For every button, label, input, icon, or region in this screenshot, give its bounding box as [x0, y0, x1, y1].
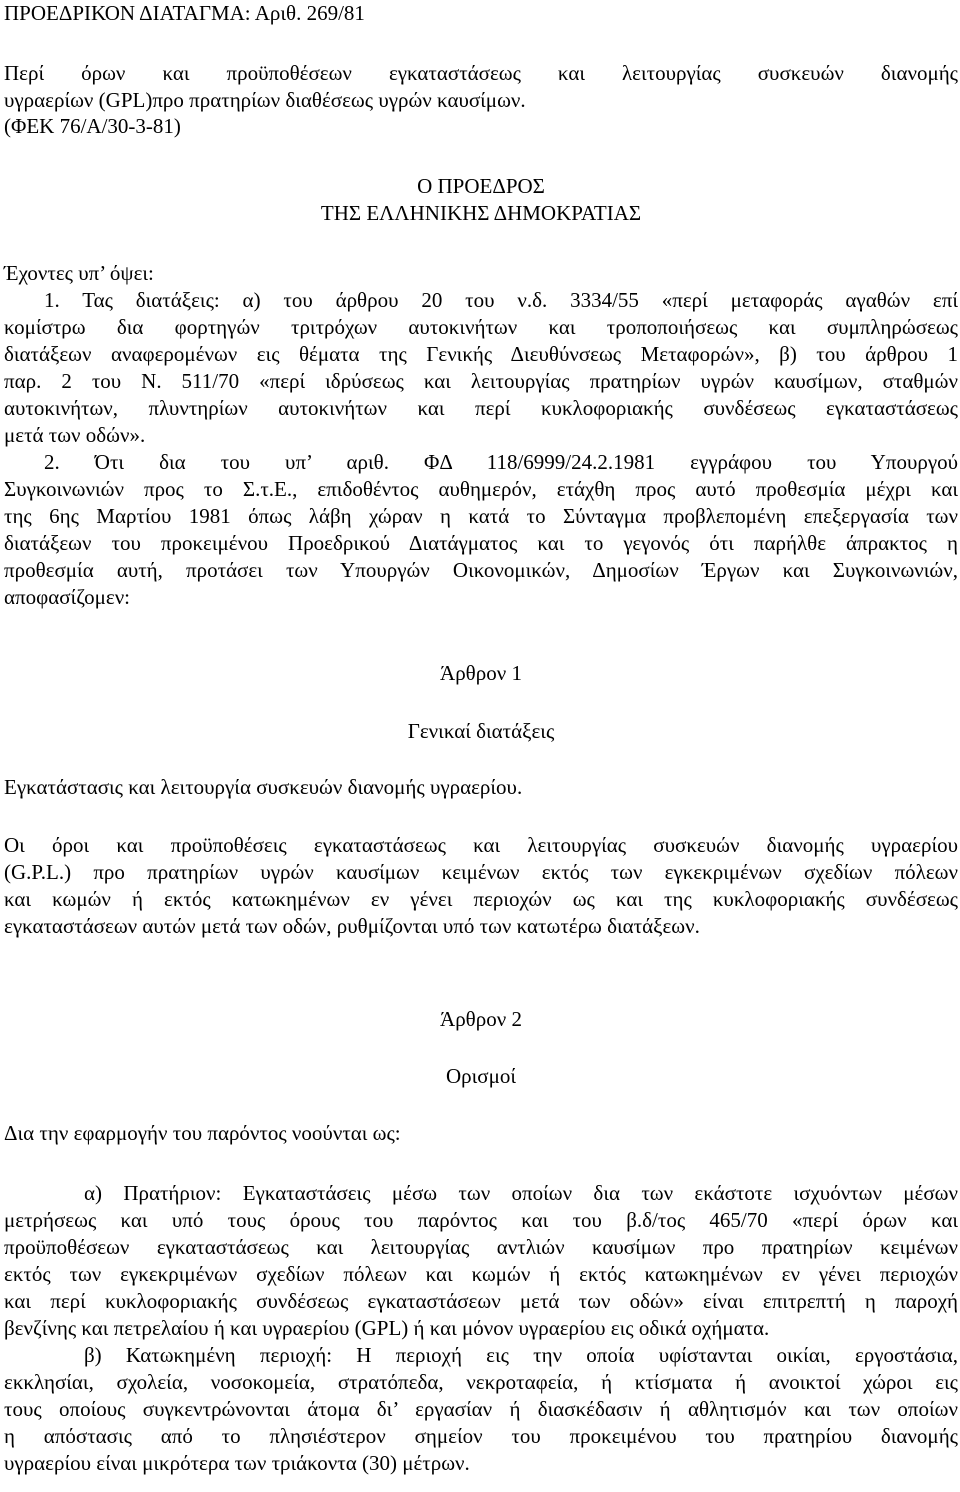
preamble-line: της 6ης Μαρτίου 1981 όπως λάβη χώραν η κατά το Σύνταγμα προβλεπομένη επεξεργασία των — [4, 504, 958, 528]
article-2-body-line: και περί κυκλοφοριακής συνδέσεως εγκαταστάσεων μετά των οδών» είναι επιτρεπτή η παροχή — [4, 1289, 958, 1313]
article-1-body-line: Οι όροι και προϋποθέσεις εγκαταστάσεως και λειτουργίας συσκευών διανομής υγραερίου — [4, 833, 958, 857]
preamble-line: 2. Ότι δια του υπ’ αριθ. ΦΔ 118/6999/24.2.1981 εγγράφου του Υπουργού — [44, 450, 958, 474]
preamble-line: Συγκοινωνιών προς το Σ.τ.Ε., επιδοθέντος αυθημερόν, ετάχθη προς αυτό προθεσμία μέχρι και — [4, 477, 958, 501]
decree-subject-line: υγραερίων (GPL)προ πρατηρίων διαθέσεως υγρών καυσίμων. — [4, 88, 526, 112]
article-2-intro: Δια την εφαρμογήν του παρόντος νοούνται ως: — [4, 1121, 401, 1145]
preamble-line: αποφασίζομεν: — [4, 585, 131, 609]
article-2-body-line: βενζίνης και πετρελαίου ή και υγραερίου (GPL) ή και μόνον υγραερίου εις οδικά οχήματα. — [4, 1316, 770, 1340]
having-regard-label: Έχοντες υπ’ όψει: — [4, 261, 154, 285]
president-heading: Ο ΠΡΟΕΔΡΟΣ — [417, 174, 545, 198]
preamble-line: αυτοκινήτων, πλυντηρίων αυτοκινήτων και περί κυκλοφοριακής συνδέσεως εγκαταστάσεως — [4, 396, 958, 420]
article-2-body-line: η απόστασις από το πλησιέστερον σημείον του προκειμένου του πρατηρίου διανομής — [4, 1424, 958, 1448]
article-1-body-line: εγκαταστάσεων αυτών μετά των οδών, ρυθμίζονται υπό των κατωτέρω διατάξεων. — [4, 914, 700, 938]
article-2-body-line: υγραερίου είναι μικρότερα των τριάκοντα (30) μέτρων. — [4, 1451, 470, 1475]
decree-title: ΠΡΟΕΔΡΙΚΟΝ ΔΙΑΤΑΓΜΑ: Αριθ. 269/81 — [4, 1, 365, 25]
preamble-line: διατάξεων του προκειμένου Προεδρικού Διατάγματος και το γεγονός ότι παρήλθε άπρακτος η — [4, 531, 958, 555]
article-2-title: Ορισμοί — [445, 1064, 517, 1088]
preamble-line: μετά των οδών». — [4, 423, 146, 447]
article-1-subtitle: Εγκατάστασις και λειτουργία συσκευών διανομής υγραερίου. — [4, 775, 523, 799]
article-2-body-line: εκτός των εγκεκριμένων σχεδίων πόλεων και κωμών ή εκτός κατωκημένων εν γένει περιοχών — [4, 1262, 958, 1286]
preamble-line: κομίστρω δια φορτηγών τριτρόχων αυτοκινήτων και τροποποιήσεως και συμπληρώσεως — [4, 315, 958, 339]
president-heading: ΤΗΣ ΕΛΛΗΝΙΚΗΣ ΔΗΜΟΚΡΑΤΙΑΣ — [320, 201, 642, 225]
decree-subject-line: Περί όρων και προϋποθέσεων εγκαταστάσεως και λειτουργίας συσκευών διανομής — [4, 61, 958, 85]
article-2-body-line: εκκλησίαι, σχολεία, νοσοκομεία, στρατόπεδα, νεκροταφεία, ή κτίσματα ή ανοικτοί χώροι εις — [4, 1370, 958, 1394]
article-2-body-line: προϋποθέσεων εγκαταστάσεως και λειτουργίας αντλιών καυσίμων προ πρατηρίων κειμένων — [4, 1235, 958, 1259]
preamble-line: 1. Τας διατάξεις: α) του άρθρου 20 του ν.δ. 3334/55 «περί μεταφοράς αγαθών επί — [44, 288, 958, 312]
article-1-body-line: και κωμών ή εκτός κατωκημένων εν γένει περιοχών ως και της κυκλοφοριακής συνδέσεως — [4, 887, 958, 911]
article-2-body-line: τους οποίους συγκεντρώνονται άτομα δι’ εργασίαν ή διασκέδασιν ή αθλητισμόν και των οποίων — [4, 1397, 958, 1421]
article-2-heading: Άρθρον 2 — [440, 1007, 522, 1031]
preamble-line: διατάξεων αναφερομένων εις θέματα της Γενικής Διευθύνσεως Μεταφορών», β) του άρθρου 1 — [4, 342, 958, 366]
article-1-body-line: (G.P.L.) προ πρατηρίων υγρών καυσίμων κειμένων εκτός των εγκεκριμένων σχεδίων πόλεων — [4, 860, 958, 884]
article-2-body-line: α) Πρατήριον: Εγκαταστάσεις μέσω των οποίων δια των εκάστοτε ισχυόντων μέσων — [84, 1181, 958, 1205]
preamble-line: προθεσμία αυτή, προτάσει των Υπουργών Οικονομικών, Δημοσίων Έργων και Συγκοινωνιών, — [4, 558, 958, 582]
article-1-heading: Άρθρον 1 — [440, 661, 522, 685]
fek-reference: (ΦΕΚ 76/Α/30-3-81) — [4, 114, 181, 138]
article-2-body-line: μετρήσεως και υπό τους όρους του παρόντος και του β.δ/τος 465/70 «περί όρων και — [4, 1208, 958, 1232]
article-1-title: Γενικαί διατάξεις — [407, 719, 555, 743]
article-2-body-line: β) Κατωκημένη περιοχή: Η περιοχή εις την οποία υφίστανται οικίαι, εργοστάσια, — [84, 1343, 958, 1367]
preamble-line: παρ. 2 του Ν. 511/70 «περί ιδρύσεως και λειτουργίας πρατηρίων υγρών καυσίμων, σταθμών — [4, 369, 958, 393]
